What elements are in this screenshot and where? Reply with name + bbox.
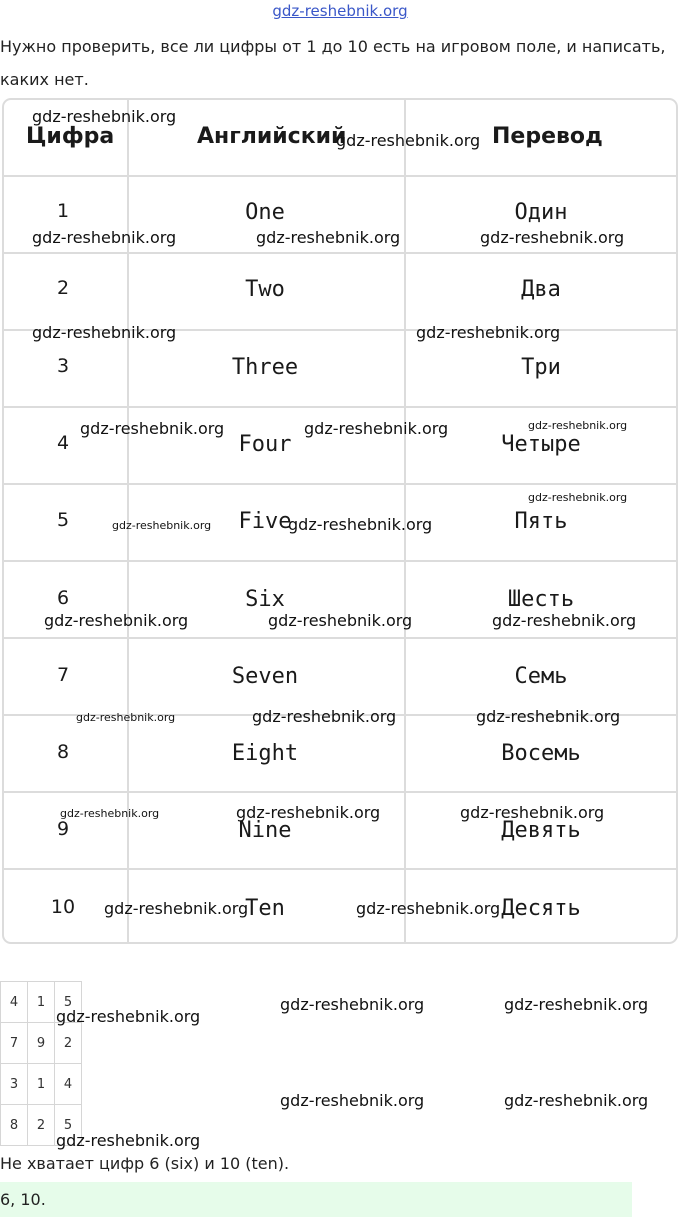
- header-digit: Цифра: [26, 124, 115, 149]
- game-cell: 4: [1, 982, 28, 1023]
- table-cell-translation: Четыре: [501, 431, 581, 457]
- table-cell-digit: 4: [56, 431, 70, 454]
- watermark: gdz-reshebnik.org: [304, 419, 449, 438]
- game-cell: 9: [28, 1023, 55, 1064]
- watermark: gdz-reshebnik.org: [32, 228, 177, 247]
- game-row: [1, 1064, 82, 1105]
- table-cell-english: Six: [245, 586, 285, 612]
- watermark: gdz-reshebnik.org: [60, 807, 160, 820]
- watermark: gdz-reshebnik.org: [32, 107, 177, 126]
- table-cell-digit: 3: [56, 354, 70, 377]
- watermark: gdz-reshebnik.org: [528, 491, 628, 504]
- table-cell-english: One: [245, 200, 285, 225]
- table-cell-digit: 10: [50, 895, 76, 918]
- table-cell-translation: Семь: [514, 663, 568, 689]
- header-english: Английский: [197, 124, 347, 149]
- table-cell-english: Eight: [231, 741, 299, 767]
- game-row: [1, 1023, 82, 1064]
- table-cell-translation: Пять: [514, 509, 568, 535]
- table-cell-english: Five: [238, 509, 292, 535]
- table-cell-translation: Девять: [501, 818, 581, 844]
- watermark: gdz-reshebnik.org: [336, 131, 481, 150]
- table-cell-digit: 6: [56, 586, 70, 609]
- table-cell-digit: 5: [56, 509, 70, 532]
- watermark: gdz-reshebnik.org: [492, 611, 637, 630]
- watermark: gdz-reshebnik.org: [460, 803, 605, 822]
- watermark: gdz-reshebnik.org: [288, 515, 433, 534]
- watermark: gdz-reshebnik.org: [32, 323, 177, 342]
- table-cell-translation: Шесть: [507, 586, 575, 612]
- table-cell-digit: 7: [56, 663, 70, 686]
- game-cell: 2: [55, 1023, 82, 1064]
- table-cell-translation: Три: [521, 354, 561, 380]
- answer-box: [0, 1182, 632, 1217]
- watermark: gdz-reshebnik.org: [256, 228, 401, 247]
- watermark: gdz-reshebnik.org: [104, 899, 249, 918]
- watermark: gdz-reshebnik.org: [112, 519, 212, 532]
- table-cell-digit: 9: [56, 818, 70, 841]
- watermark: gdz-reshebnik.org: [480, 228, 625, 247]
- header-translation: Перевод: [492, 124, 603, 149]
- watermark: gdz-reshebnik.org: [476, 707, 621, 726]
- game-cell: 4: [55, 1064, 82, 1105]
- table-cell-translation: Восемь: [501, 741, 581, 767]
- watermark: gdz-reshebnik.org: [76, 711, 176, 724]
- game-field: [0, 981, 82, 1146]
- table-cell-english: Four: [238, 431, 292, 457]
- game-cell: 5: [55, 982, 82, 1023]
- watermark: gdz-reshebnik.org: [504, 1091, 649, 1110]
- watermark: gdz-reshebnik.org: [528, 419, 628, 432]
- game-cell: 5: [55, 1105, 82, 1146]
- game-cell: 1: [28, 1064, 55, 1105]
- conclusion-text: Не хватает цифр 6 (six) и 10 (ten).: [0, 1154, 290, 1173]
- table-cell-translation: Десять: [501, 895, 581, 921]
- site-link[interactable]: gdz-reshebnik.org: [272, 2, 408, 20]
- watermark: gdz-reshebnik.org: [356, 899, 501, 918]
- table-cell-digit: 2: [56, 277, 70, 300]
- watermark: gdz-reshebnik.org: [44, 611, 189, 630]
- game-cell: 8: [1, 1105, 28, 1146]
- watermark: gdz-reshebnik.org: [504, 995, 649, 1014]
- watermark: gdz-reshebnik.org: [268, 611, 413, 630]
- game-cell: 2: [28, 1105, 55, 1146]
- game-cell: 3: [1, 1064, 28, 1105]
- watermark: gdz-reshebnik.org: [56, 1131, 201, 1150]
- answer-text: 6, 10.: [0, 1190, 46, 1209]
- table-cell-english: Two: [245, 277, 285, 303]
- table-cell-translation: Два: [521, 277, 561, 303]
- table-cell-english: Seven: [231, 663, 299, 689]
- game-cell: 7: [1, 1023, 28, 1064]
- table-cell-english: Three: [231, 354, 299, 380]
- table-cell-english: Nine: [238, 818, 292, 844]
- table-cell-digit: 1: [56, 200, 70, 222]
- table-cell-english: Ten: [245, 895, 285, 921]
- task-text: Нужно проверить, все ли цифры от 1 до 10 есть на игровом поле, и написать, каких нет.: [0, 37, 666, 89]
- watermark: gdz-reshebnik.org: [280, 995, 425, 1014]
- watermark: gdz-reshebnik.org: [56, 1007, 201, 1026]
- watermark: gdz-reshebnik.org: [416, 323, 561, 342]
- table-cell-translation: Один: [514, 200, 568, 225]
- watermark: gdz-reshebnik.org: [280, 1091, 425, 1110]
- watermark: gdz-reshebnik.org: [80, 419, 225, 438]
- table-cell-digit: 8: [56, 741, 70, 764]
- watermark: gdz-reshebnik.org: [252, 707, 397, 726]
- watermark: gdz-reshebnik.org: [236, 803, 381, 822]
- game-cell: 1: [28, 982, 55, 1023]
